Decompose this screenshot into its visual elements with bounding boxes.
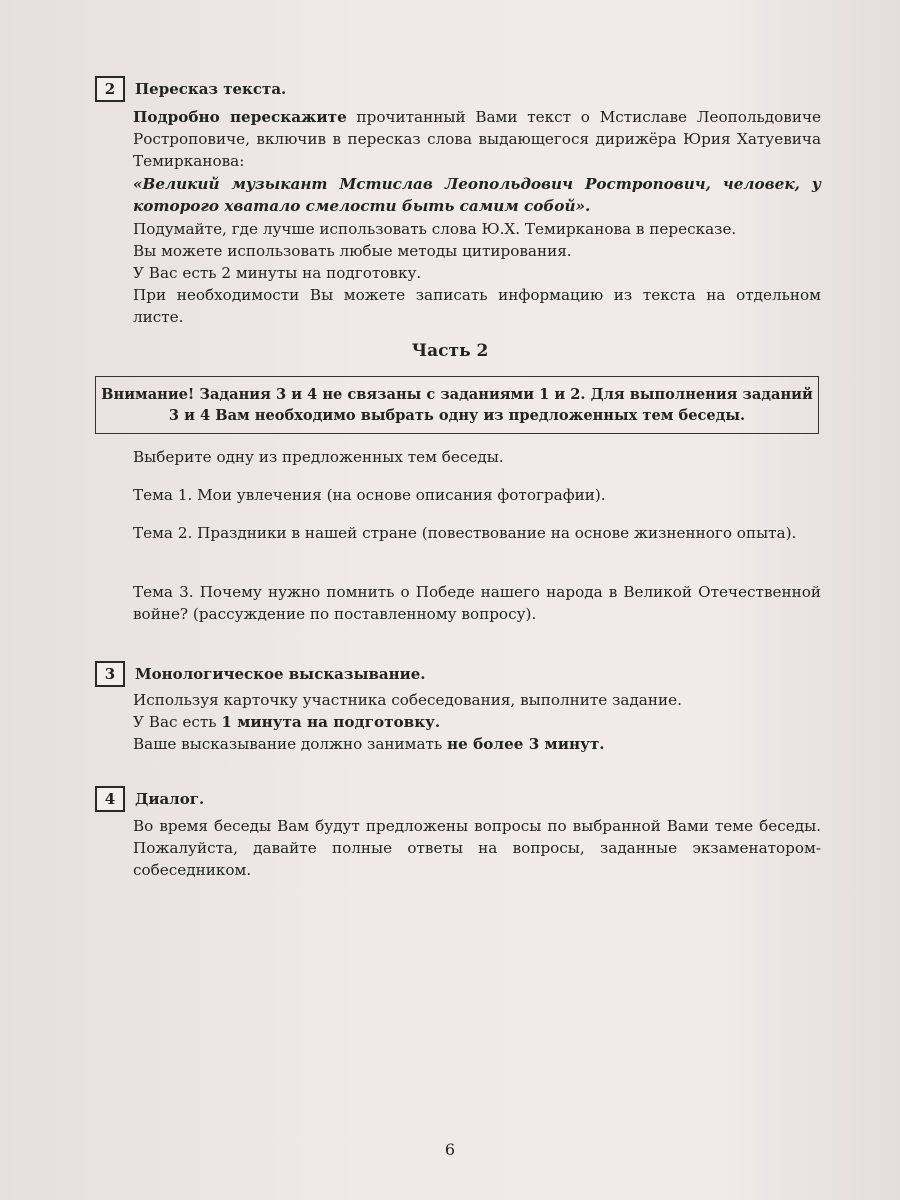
task-number-box: 4: [95, 786, 125, 812]
task-4-instruction: Во время беседы Вам будут предложены вопросы по выбранной Вами теме беседы. Пожалуйста, давайте полные ответы на вопросы, заданные экзаменатором-собеседником.: [133, 817, 821, 879]
instruction-line: У Вас есть 1 минута на подготовку.: [133, 713, 441, 731]
instruction-line: Используя карточку участника собеседования, выполните задание.: [133, 691, 682, 709]
instruction-bold: Подробно перескажите: [133, 108, 347, 126]
task-title: Пересказ текста.: [135, 80, 287, 98]
task-3-instruction: [133, 689, 821, 755]
task-2-notes: [133, 218, 821, 328]
task-number-box: 3: [95, 661, 125, 687]
note-line: При необходимости Вы можете записать информацию из текста на отдельном листе.: [133, 286, 821, 326]
topic-3: Тема 3. Почему нужно помнить о Победе нашего народа в Великой Отечественной войне? (рассуждение по поставленному вопросу).: [133, 583, 821, 623]
notice-box: Внимание! Задания 3 и 4 не связаны с заданиями 1 и 2. Для выполнения заданий 3 и 4 Вам необходимо выбрать одну из предложенных тем беседы.: [95, 376, 819, 434]
task-title: Диалог.: [135, 790, 205, 808]
task-4-header: [95, 786, 204, 812]
section-title: Часть 2: [411, 341, 489, 361]
choose-topic: Выберите одну из предложенных тем беседы.: [133, 448, 504, 466]
instruction-text: прочитанный Вами текст о Мстиславе Леопольдовиче Ростроповиче, включив в пересказ слова выдающегося дирижёра Юрия Хатуевича Темирканова:: [133, 108, 821, 170]
page-number: 6: [444, 1140, 456, 1159]
quote: «Великий музыкант Мстислав Леопольдович Ростропович, человек, у которого хватало смелости быть самим собой».: [133, 175, 821, 215]
task-3-header: [95, 661, 426, 687]
topic-2: Тема 2. Праздники в нашей стране (повествование на основе жизненного опыта).: [133, 524, 797, 542]
note-line: Вы можете использовать любые методы цитирования.: [133, 242, 572, 260]
instruction-line: Ваше высказывание должно занимать не более 3 минут.: [133, 735, 605, 753]
note-line: У Вас есть 2 минуты на подготовку.: [133, 264, 422, 282]
topic-1: Тема 1. Мои увлечения (на основе описания фотографии).: [133, 486, 606, 504]
task-title: Монологическое высказывание.: [135, 665, 426, 683]
task-2-header: [95, 76, 286, 102]
task-2-instruction: [133, 106, 821, 172]
note-line: Подумайте, где лучше использовать слова Ю.Х. Темирканова в пересказе.: [133, 220, 737, 238]
task-number-box: 2: [95, 76, 125, 102]
